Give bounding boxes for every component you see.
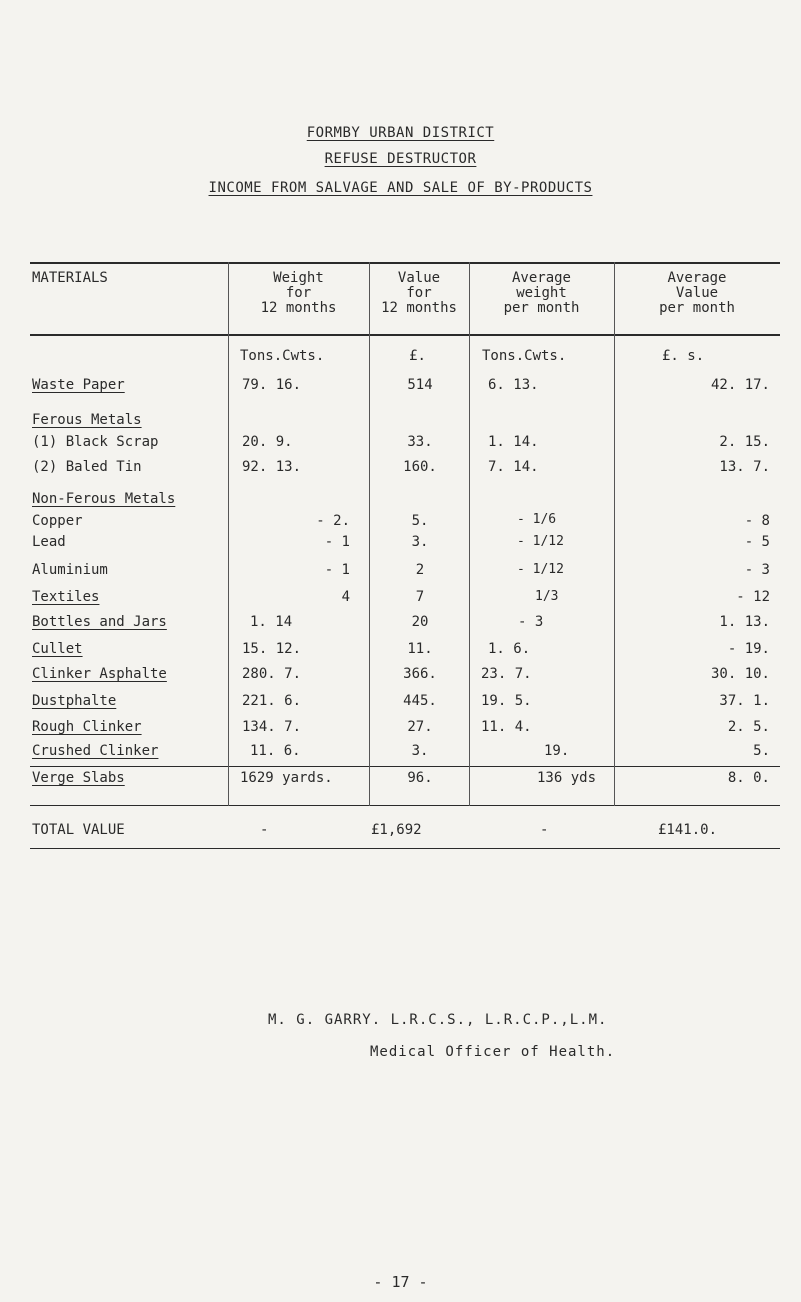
avg-value-cell: 13. 7. <box>719 459 770 475</box>
signature-title: Medical Officer of Health. <box>370 1044 616 1060</box>
unit-weight: Tons.Cwts. <box>240 348 325 364</box>
unit-avg-value: £. s. <box>662 348 705 364</box>
value-cell: 33. <box>407 434 433 450</box>
material-label: Aluminium <box>32 562 108 578</box>
weight-cell: 1629 yards. <box>240 770 333 786</box>
unit-avg-weight: Tons.Cwts. <box>482 348 567 364</box>
avg-value-cell: 2. 5. <box>727 719 770 735</box>
avg-weight-cell: 19. <box>544 743 570 759</box>
avg-value-cell: 5. <box>753 743 770 759</box>
value-cell: 2 <box>415 562 425 578</box>
weight-cell: 280. 7. <box>242 666 302 682</box>
weight-cell: - 1 <box>324 534 350 550</box>
avg-value-cell: 42. 17. <box>710 377 770 393</box>
page-number: - 17 - <box>373 1273 428 1291</box>
material-label: Clinker Asphalte <box>32 666 167 682</box>
avg-value-cell: 37. 1. <box>719 693 770 709</box>
total-value: £1,692 <box>371 822 422 838</box>
section-non-ferrous: Non-Ferous Metals <box>32 491 176 507</box>
value-cell: 96. <box>407 770 433 786</box>
value-cell: 27. <box>407 719 433 735</box>
avg-weight-cell: 6. 13. <box>488 377 539 393</box>
avg-weight-cell: 1. 6. <box>488 641 531 657</box>
weight-cell: 15. 12. <box>242 641 302 657</box>
avg-weight-cell: - 1/6 <box>517 512 557 527</box>
material-label: Cullet <box>32 641 83 657</box>
avg-weight-cell: - 3 <box>518 614 544 630</box>
value-cell: 445. <box>403 693 437 709</box>
value-cell: 7 <box>415 589 425 605</box>
avg-value-cell: 30. 10. <box>710 666 770 682</box>
value-cell: 160. <box>403 459 437 475</box>
table-top-rule <box>30 262 780 264</box>
avg-value-cell: 2. 15. <box>719 434 770 450</box>
value-cell: 366. <box>403 666 437 682</box>
value-cell: 11. <box>407 641 433 657</box>
header-weight: Weight for 12 months <box>260 270 337 316</box>
avg-weight-cell: 7. 14. <box>488 459 539 475</box>
total-bottom-rule <box>30 805 780 806</box>
avg-value-cell: - 19. <box>727 641 770 657</box>
avg-weight-cell: 136 yds <box>537 770 597 786</box>
avg-value-cell: - 8 <box>744 513 770 529</box>
avg-weight-cell: - 1/12 <box>517 562 564 577</box>
material-label: Textiles <box>32 589 100 605</box>
avg-weight-cell: 11. 4. <box>481 719 532 735</box>
material-label: Rough Clinker <box>32 719 142 735</box>
material-label: (2) Baled Tin <box>32 459 142 475</box>
total-bottom-border <box>30 848 780 849</box>
weight-cell: 221. 6. <box>242 693 302 709</box>
weight-cell: - 1 <box>324 562 350 578</box>
header-materials: MATERIALS <box>32 270 108 286</box>
avg-value-cell: 1. 13. <box>719 614 770 630</box>
total-weight: - <box>260 822 269 838</box>
col-divider <box>614 262 615 806</box>
weight-cell: 1. 14 <box>250 614 293 630</box>
district-title: FORMBY URBAN DISTRICT <box>306 125 495 141</box>
col-divider <box>469 262 470 806</box>
value-cell: 3. <box>411 534 429 550</box>
value-cell: 514 <box>407 377 433 393</box>
avg-weight-cell: 19. 5. <box>481 693 532 709</box>
avg-weight-cell: - 1/12 <box>517 534 564 549</box>
avg-value-cell: 8. 0. <box>727 770 770 786</box>
weight-cell: 92. 13. <box>242 459 302 475</box>
weight-cell: 4 <box>341 589 350 605</box>
weight-cell: - 2. <box>316 513 350 529</box>
material-label: Bottles and Jars <box>32 614 167 630</box>
signature-name: M. G. GARRY. L.R.C.S., L.R.C.P.,L.M. <box>268 1012 608 1028</box>
total-avg-weight: - <box>540 822 549 838</box>
avg-value-cell: - 5 <box>744 534 770 550</box>
total-avg-value: £141.0. <box>658 822 718 838</box>
col-divider <box>228 262 229 806</box>
avg-weight-cell: 23. 7. <box>481 666 532 682</box>
material-label: Copper <box>32 513 83 529</box>
value-cell: 3. <box>411 743 429 759</box>
unit-value: £. <box>409 348 426 364</box>
department-title: REFUSE DESTRUCTOR <box>324 151 477 167</box>
weight-cell: 20. 9. <box>242 434 293 450</box>
value-cell: 5. <box>411 513 429 529</box>
col-divider <box>369 262 370 806</box>
header-bottom-rule <box>30 334 780 336</box>
total-top-rule <box>30 766 780 767</box>
material-label: (1) Black Scrap <box>32 434 159 450</box>
salvage-table <box>30 262 780 830</box>
material-label: Dustphalte <box>32 693 117 709</box>
header-value: Value for 12 months <box>381 270 457 316</box>
report-title: INCOME FROM SALVAGE AND SALE OF BY-PRODUCTS <box>208 180 593 196</box>
avg-value-cell: - 12 <box>736 589 770 605</box>
weight-cell: 79. 16. <box>242 377 302 393</box>
section-ferrous: Ferous Metals <box>32 412 142 428</box>
material-label: Lead <box>32 534 66 550</box>
header-avg-weight: Average weight per month <box>503 270 580 316</box>
header-avg-value: Average Value per month <box>659 270 735 316</box>
value-cell: 20 <box>411 614 429 630</box>
total-label: TOTAL VALUE <box>32 822 125 838</box>
avg-value-cell: - 3 <box>744 562 770 578</box>
avg-weight-cell: 1. 14. <box>488 434 539 450</box>
material-label: Verge Slabs <box>32 770 125 786</box>
material-label: Crushed Clinker <box>32 743 159 759</box>
material-label: Waste Paper <box>32 377 125 393</box>
avg-weight-cell: 1/3 <box>535 589 559 604</box>
weight-cell: 11. 6. <box>250 743 301 759</box>
weight-cell: 134. 7. <box>242 719 302 735</box>
